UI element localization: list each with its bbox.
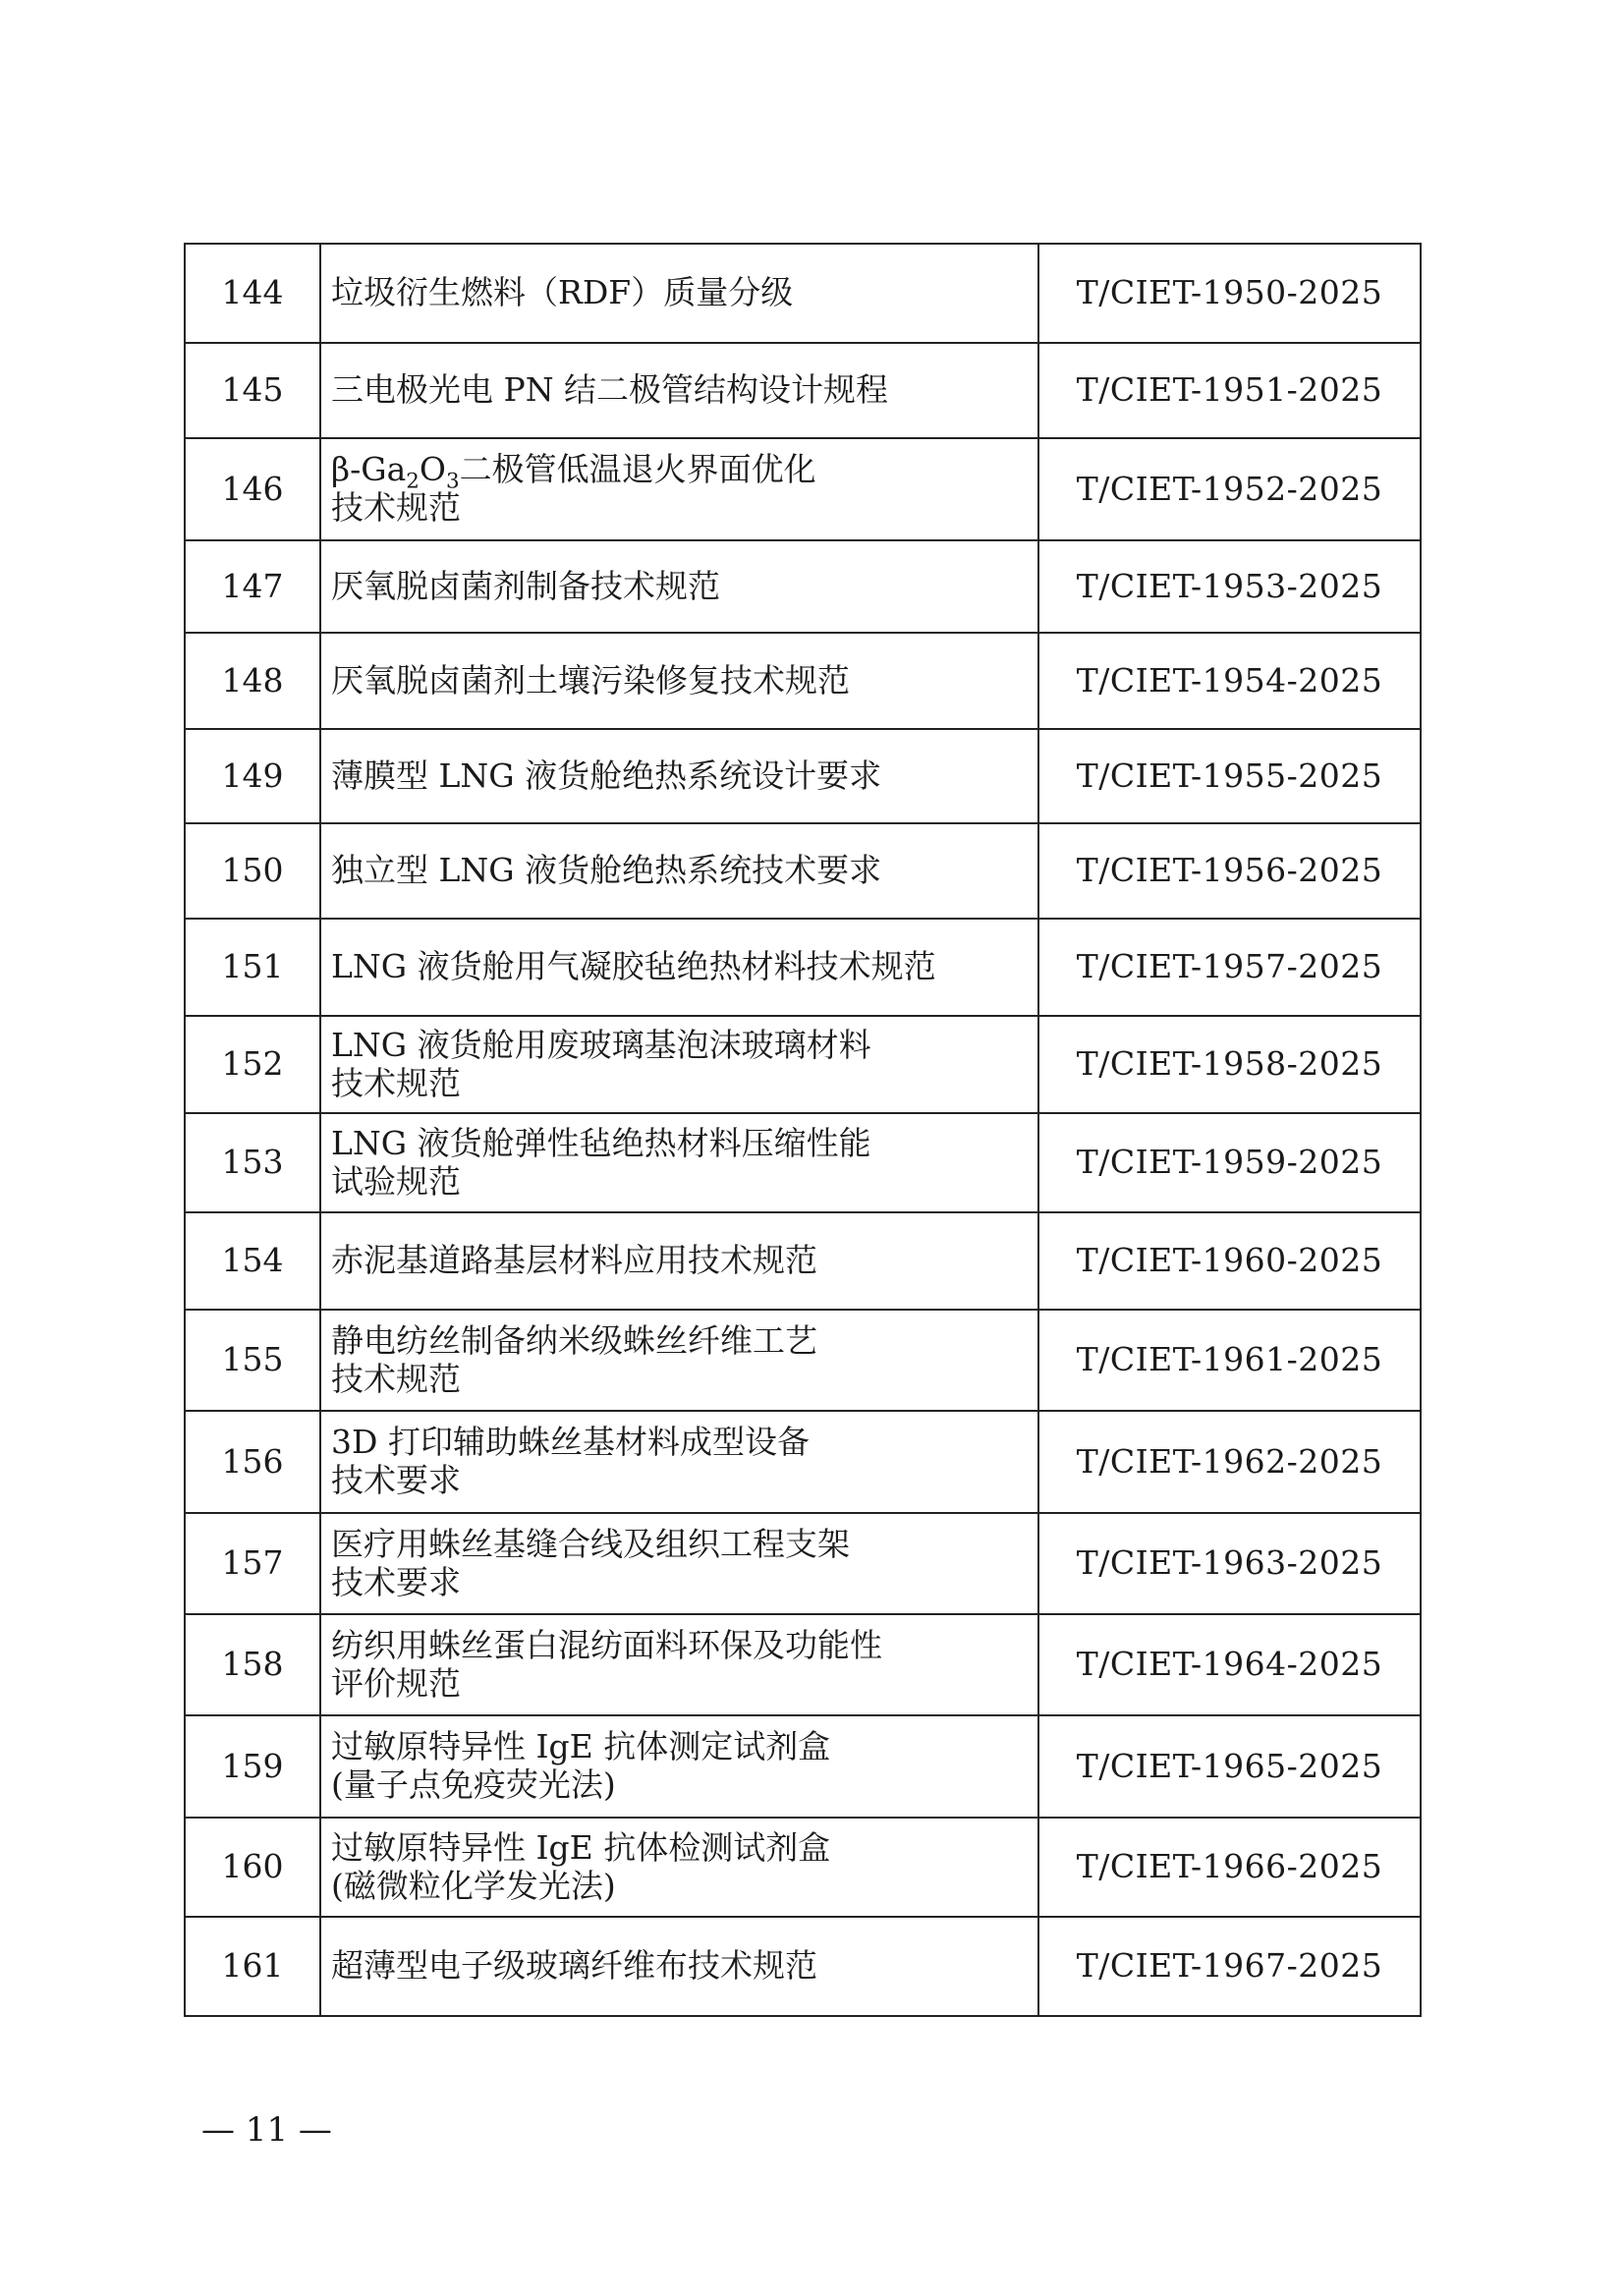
row-number: 144 <box>185 244 320 343</box>
row-number: 148 <box>185 633 320 729</box>
table-row <box>185 1113 1421 1212</box>
standard-title: LNG 液货舱用废玻璃基泡沫玻璃材料 技术规范 <box>320 1016 1038 1113</box>
standard-code: T/CIET-1962-2025 <box>1038 1411 1421 1513</box>
row-number: 160 <box>185 1818 320 1917</box>
standard-title: 过敏原特异性 IgE 抗体测定试剂盒 (量子点免疫荧光法) <box>320 1715 1038 1818</box>
standard-title: 超薄型电子级玻璃纤维布技术规范 <box>320 1917 1038 2016</box>
table-row <box>185 1818 1421 1917</box>
standard-title: LNG 液货舱用气凝胶毡绝热材料技术规范 <box>320 919 1038 1016</box>
standard-code: T/CIET-1953-2025 <box>1038 540 1421 633</box>
table-row <box>185 1212 1421 1310</box>
standard-code: T/CIET-1959-2025 <box>1038 1113 1421 1212</box>
row-number: 155 <box>185 1310 320 1411</box>
table-row <box>185 1016 1421 1113</box>
standard-title: 过敏原特异性 IgE 抗体检测试剂盒 (磁微粒化学发光法) <box>320 1818 1038 1917</box>
standard-code: T/CIET-1956-2025 <box>1038 823 1421 919</box>
row-number: 158 <box>185 1614 320 1715</box>
table-row <box>185 438 1421 540</box>
table-row <box>185 633 1421 729</box>
standard-title: 独立型 LNG 液货舱绝热系统技术要求 <box>320 823 1038 919</box>
table-row <box>185 343 1421 438</box>
row-number: 154 <box>185 1212 320 1310</box>
row-number: 150 <box>185 823 320 919</box>
standard-title: LNG 液货舱弹性毡绝热材料压缩性能 试验规范 <box>320 1113 1038 1212</box>
standard-title: 医疗用蛛丝基缝合线及组织工程支架 技术要求 <box>320 1513 1038 1614</box>
standard-title: 静电纺丝制备纳米级蛛丝纤维工艺 技术规范 <box>320 1310 1038 1411</box>
table-row <box>185 823 1421 919</box>
standard-code: T/CIET-1965-2025 <box>1038 1715 1421 1818</box>
row-number: 153 <box>185 1113 320 1212</box>
row-number: 161 <box>185 1917 320 2016</box>
standard-code: T/CIET-1950-2025 <box>1038 244 1421 343</box>
standard-code: T/CIET-1957-2025 <box>1038 919 1421 1016</box>
standard-code: T/CIET-1958-2025 <box>1038 1016 1421 1113</box>
table-row <box>185 1614 1421 1715</box>
table-row <box>185 1411 1421 1513</box>
row-number: 145 <box>185 343 320 438</box>
standard-title: 3D 打印辅助蛛丝基材料成型设备 技术要求 <box>320 1411 1038 1513</box>
standard-code: T/CIET-1961-2025 <box>1038 1310 1421 1411</box>
table-row <box>185 729 1421 823</box>
row-number: 157 <box>185 1513 320 1614</box>
table-row <box>185 1513 1421 1614</box>
standard-title: 纺织用蛛丝蛋白混纺面料环保及功能性 评价规范 <box>320 1614 1038 1715</box>
page-number: — 11 — <box>201 2110 332 2150</box>
table-row <box>185 1917 1421 2016</box>
row-number: 147 <box>185 540 320 633</box>
standard-title: 垃圾衍生燃料（RDF）质量分级 <box>320 244 1038 343</box>
row-number: 152 <box>185 1016 320 1113</box>
standard-title: 厌氧脱卤菌剂土壤污染修复技术规范 <box>320 633 1038 729</box>
standard-title: 薄膜型 LNG 液货舱绝热系统设计要求 <box>320 729 1038 823</box>
row-number: 151 <box>185 919 320 1016</box>
standard-title: 三电极光电 PN 结二极管结构设计规程 <box>320 343 1038 438</box>
table-row <box>185 1310 1421 1411</box>
standard-title: 厌氧脱卤菌剂制备技术规范 <box>320 540 1038 633</box>
standard-code: T/CIET-1951-2025 <box>1038 343 1421 438</box>
table-row <box>185 1715 1421 1818</box>
standard-code: T/CIET-1952-2025 <box>1038 438 1421 540</box>
table-row <box>185 919 1421 1016</box>
table-row <box>185 244 1421 343</box>
standard-title: 赤泥基道路基层材料应用技术规范 <box>320 1212 1038 1310</box>
row-number: 146 <box>185 438 320 540</box>
row-number: 156 <box>185 1411 320 1513</box>
standard-code: T/CIET-1954-2025 <box>1038 633 1421 729</box>
standards-table <box>184 243 1422 2017</box>
standard-code: T/CIET-1967-2025 <box>1038 1917 1421 2016</box>
standard-code: T/CIET-1963-2025 <box>1038 1513 1421 1614</box>
standard-code: T/CIET-1966-2025 <box>1038 1818 1421 1917</box>
standard-code: T/CIET-1960-2025 <box>1038 1212 1421 1310</box>
table-row <box>185 540 1421 633</box>
standard-title: $\beta-Ga_2O_3$二极管低温退火界面优化 技术规范 <box>320 438 1038 540</box>
row-number: 149 <box>185 729 320 823</box>
standard-code: T/CIET-1955-2025 <box>1038 729 1421 823</box>
standard-code: T/CIET-1964-2025 <box>1038 1614 1421 1715</box>
row-number: 159 <box>185 1715 320 1818</box>
